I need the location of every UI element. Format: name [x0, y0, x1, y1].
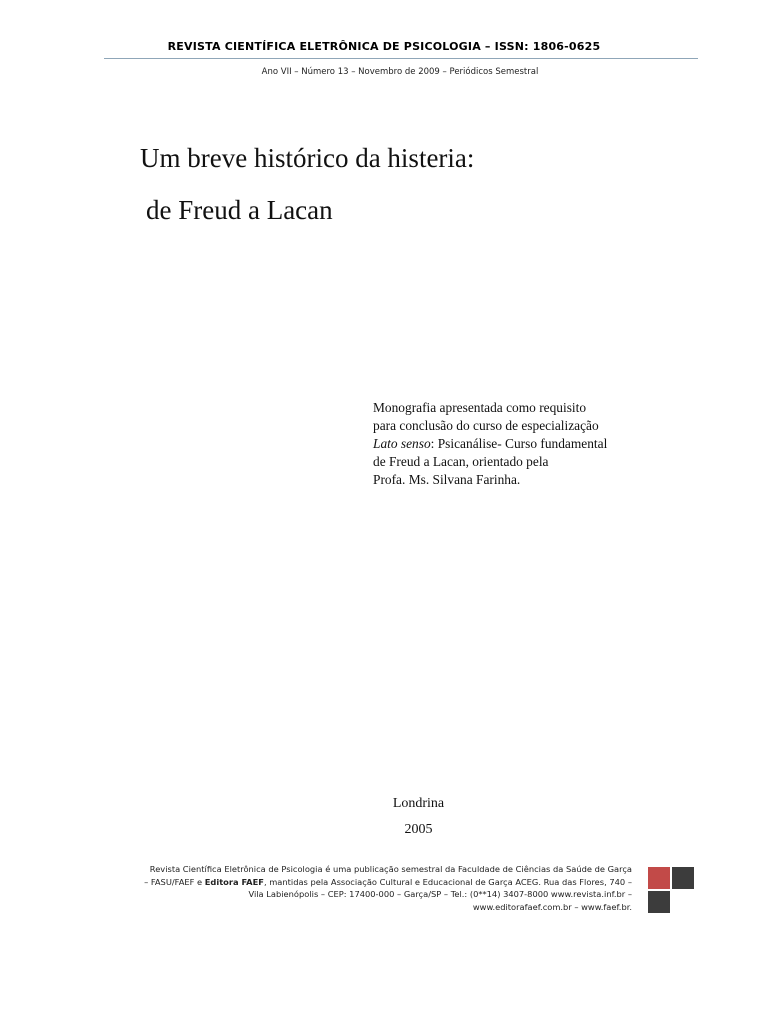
footer-line-2-b: , mantidas pela Associação Cultural e Educacional de Garça ACEG. Rua das Flores, 740 – [263, 876, 632, 887]
lato-senso-italic: Lato senso [373, 436, 431, 451]
footer-line-2 [100, 876, 632, 889]
logo-dark-square-bottom [648, 891, 670, 913]
monograph-description [373, 399, 673, 489]
issue-info: Ano VII – Número 13 – Novembro de 2009 – Periódicos Semestral [261, 67, 539, 77]
footer-line-4: www.editorafaef.com.br – www.faef.br. [472, 901, 632, 912]
description-line-5: Profa. Ms. Silvana Farinha. [373, 472, 521, 487]
logo-dark-square-top [672, 867, 694, 889]
header-divider [104, 58, 698, 59]
logo-red-square [648, 867, 670, 889]
year: 2005 [404, 822, 433, 837]
journal-header: REVISTA CIENTÍFICA ELETRÔNICA DE PSICOLOGIA – ISSN: 1806-0625 [167, 40, 601, 53]
city: Londrina [392, 796, 445, 811]
description-line-1: Monografia apresentada como requisito [373, 400, 587, 415]
description-line-3-rest: : Psicanálise- Curso fundamental [430, 436, 608, 451]
footer-line-1: Revista Científica Eletrônica de Psicologia é uma publicação semestral da Faculdade de Ciências da Saúde de Garça [149, 864, 632, 874]
footer-line-3: Vila Labienópolis – CEP: 17400-000 – Garça/SP – Tel.: (0**14) 3407-8000 www.revista.inf.br – [248, 889, 632, 899]
title-line-1: Um breve histórico da histeria: [140, 143, 475, 173]
publisher-logo [647, 866, 697, 914]
title-line-2: de Freud a Lacan [146, 195, 333, 225]
description-line-2: para conclusão do curso de especialização [373, 418, 599, 433]
description-line-4: de Freud a Lacan, orientado pela [373, 454, 549, 469]
footer-line-2-a: – FASU/FAEF e [144, 876, 205, 887]
footer-editora-bold: Editora FAEF [204, 876, 264, 887]
publisher-footer [100, 863, 632, 913]
description-line-3 [373, 435, 673, 453]
document-title [140, 138, 474, 230]
